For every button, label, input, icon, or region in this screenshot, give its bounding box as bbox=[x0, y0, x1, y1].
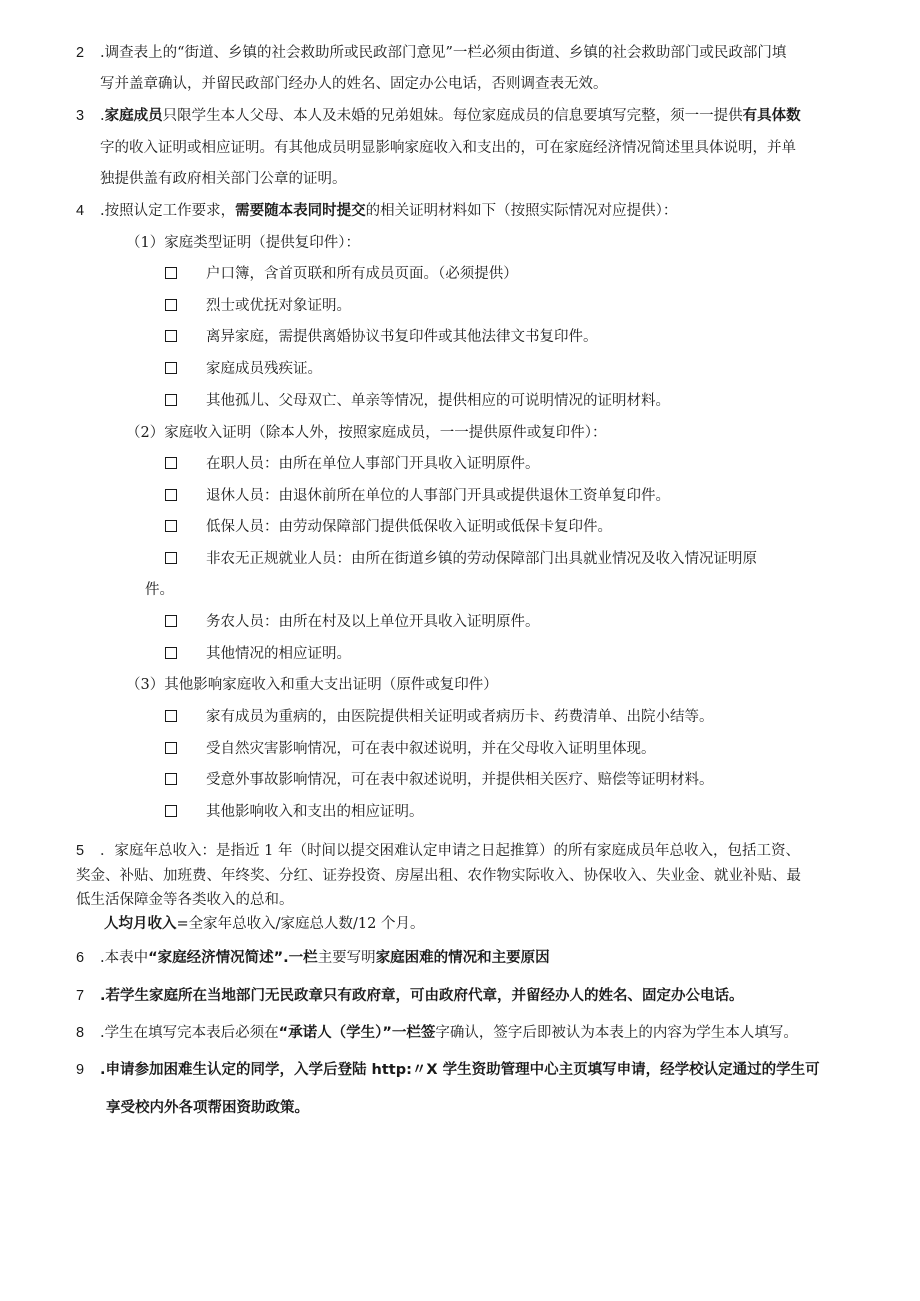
section-1-item: 其他孤儿、父母双亡、单亲等情况，提供相应的可说明情况的证明材料。 bbox=[206, 393, 670, 409]
checkbox-icon[interactable] bbox=[165, 739, 177, 759]
item-5-per-capita-label: 人均月收入 bbox=[104, 916, 177, 932]
checkbox-icon[interactable] bbox=[165, 612, 177, 632]
item-3-line-1 bbox=[100, 106, 801, 126]
item-3-line-2: 字的收入证明或相应证明。有其他成员明显影响家庭收入和支出的，可在家庭经济情况简述里具体说明，并单 bbox=[100, 140, 796, 156]
checkbox-icon[interactable] bbox=[165, 802, 177, 822]
section-1-item: 家庭成员残疾证。 bbox=[206, 361, 322, 377]
item-8-text-a: .学生在填写完本表后必须在 bbox=[100, 1025, 279, 1041]
checkbox-icon[interactable] bbox=[165, 359, 177, 379]
item-3-family-members: 家庭成员 bbox=[104, 108, 163, 124]
checkbox-icon[interactable] bbox=[165, 486, 177, 506]
section-1-item: 烈士或优抚对象证明。 bbox=[206, 298, 351, 314]
item-8-promisor-field: “承诺人（学生）”一栏签 bbox=[278, 1025, 436, 1041]
item-4-text-c: 的相关证明材料如下（按照实际情况对应提供）： bbox=[365, 203, 678, 219]
item-9-number: 9 bbox=[76, 1062, 85, 1078]
item-4-submit-with-form: 需要随本表同时提交 bbox=[235, 203, 366, 219]
section-3-item: 受意外事故影响情况，可在表中叙述说明，并提供相关医疗、赔偿等证明材料。 bbox=[206, 772, 714, 788]
checkbox-icon[interactable] bbox=[165, 644, 177, 664]
section-3-item: 受自然灾害影响情况，可在表中叙述说明，并在父母收入证明里体现。 bbox=[206, 741, 656, 757]
item-8-line-1 bbox=[100, 1023, 798, 1043]
item-2-number: 2 bbox=[76, 45, 85, 61]
checkbox-icon[interactable] bbox=[165, 327, 177, 347]
item-5-line-2: 奖金、补贴、加班费、年终奖、分红、证券投资、房屋出租、农作物实际收入、协保收入、失业金、就业补贴、最 bbox=[76, 868, 801, 884]
item-4-line-1 bbox=[100, 201, 677, 221]
section-3-item: 其他影响收入和支出的相应证明。 bbox=[206, 804, 424, 820]
checkbox-icon[interactable] bbox=[165, 391, 177, 411]
section-2-item-wrap: 件。 bbox=[145, 582, 174, 598]
item-9-line-2: 享受校内外各项帮困资助政策。 bbox=[106, 1100, 309, 1116]
item-4-text-a: .按照认定工作要求， bbox=[100, 203, 236, 219]
checkbox-icon[interactable] bbox=[165, 549, 177, 569]
item-5-formula: =全家年总收入/家庭总人数/12 个月。 bbox=[176, 916, 425, 932]
section-1-item: 离异家庭，需提供离婚协议书复印件或其他法律文书复印件。 bbox=[206, 329, 598, 345]
item-8-number: 8 bbox=[76, 1025, 85, 1041]
item-6-economic-summary: “家庭经济情况简述”.一栏 bbox=[148, 950, 318, 966]
item-9-line-1: .申请参加困难生认定的同学，入学后登陆 http:〃X 学生资助管理中心主页填写申请，经学校认定通过的学生可 bbox=[100, 1062, 820, 1078]
item-5-line-1: ．家庭年总收入：是指近 1 年（时间以提交困难认定申请之日起推算）的所有家庭成员年总收入，包括工资、 bbox=[100, 843, 800, 859]
section-1-item: 户口簿，含首页联和所有成员页面。（必须提供） bbox=[206, 266, 518, 282]
item-7-number: 7 bbox=[76, 988, 85, 1004]
checkbox-icon[interactable] bbox=[165, 454, 177, 474]
item-8-text-c: 字确认，签字后即被认为本表上的内容为学生本人填写。 bbox=[435, 1025, 798, 1041]
item-3-number: 3 bbox=[76, 108, 85, 124]
item-2-line-2: 写并盖章确认，并留民政部门经办人的姓名、固定办公电话，否则调查表无效。 bbox=[100, 76, 608, 92]
section-2-item: 其他情况的相应证明。 bbox=[206, 646, 351, 662]
section-1-title: （1）家庭类型证明（提供复印件）： bbox=[126, 235, 360, 251]
item-3-line-3: 独提供盖有政府相关部门公章的证明。 bbox=[100, 171, 347, 187]
item-6-text-a: .本表中 bbox=[100, 950, 149, 966]
item-3-text: 只限学生本人父母、本人及未婚的兄弟姐妹。每位家庭成员的信息要填写完整，须一一提供 bbox=[162, 108, 743, 124]
item-4-number: 4 bbox=[76, 203, 85, 219]
item-6-text-c: 主要写明 bbox=[317, 950, 376, 966]
section-2-item: 非农无正规就业人员：由所在街道乡镇的劳动保障部门出具就业情况及收入情况证明原 bbox=[206, 551, 757, 567]
item-3-dot: . bbox=[100, 108, 105, 124]
checkbox-icon[interactable] bbox=[165, 770, 177, 790]
section-3-title: （3）其他影响家庭收入和重大支出证明（原件或复印件） bbox=[126, 677, 498, 693]
item-6-difficulty-reason: 家庭困难的情况和主要原因 bbox=[375, 950, 550, 966]
section-2-item: 在职人员：由所在单位人事部门开具收入证明原件。 bbox=[206, 456, 540, 472]
section-2-item: 退休人员：由退休前所在单位的人事部门开具或提供退休工资单复印件。 bbox=[206, 488, 670, 504]
checkbox-icon[interactable] bbox=[165, 707, 177, 727]
item-5-number: 5 bbox=[76, 843, 85, 859]
item-2-line-1: .调查表上的“街道、乡镇的社会救助所或民政部门意见”一栏必须由街道、乡镇的社会救助部门或民政部门填 bbox=[100, 45, 787, 61]
item-5-line-3: 低生活保障金等各类收入的总和。 bbox=[76, 892, 294, 908]
item-6-number: 6 bbox=[76, 950, 85, 966]
item-7-line-1: .若学生家庭所在当地部门无民政章只有政府章，可由政府代章，并留经办人的姓名、固定办公电话。 bbox=[100, 988, 744, 1004]
section-3-item: 家有成员为重病的，由医院提供相关证明或者病历卡、药费清单、出院小结等。 bbox=[206, 709, 714, 725]
checkbox-icon[interactable] bbox=[165, 264, 177, 284]
checkbox-icon[interactable] bbox=[165, 517, 177, 537]
item-6-line-1 bbox=[100, 948, 550, 968]
section-2-title: （2）家庭收入证明（除本人外，按照家庭成员，一一提供原件或复印件）： bbox=[126, 425, 607, 441]
section-2-item: 务农人员：由所在村及以上单位开具收入证明原件。 bbox=[206, 614, 540, 630]
item-5-line-4 bbox=[104, 914, 424, 934]
item-3-specific-figures: 有具体数 bbox=[742, 108, 801, 124]
checkbox-icon[interactable] bbox=[165, 296, 177, 316]
section-2-item: 低保人员：由劳动保障部门提供低保收入证明或低保卡复印件。 bbox=[206, 519, 612, 535]
